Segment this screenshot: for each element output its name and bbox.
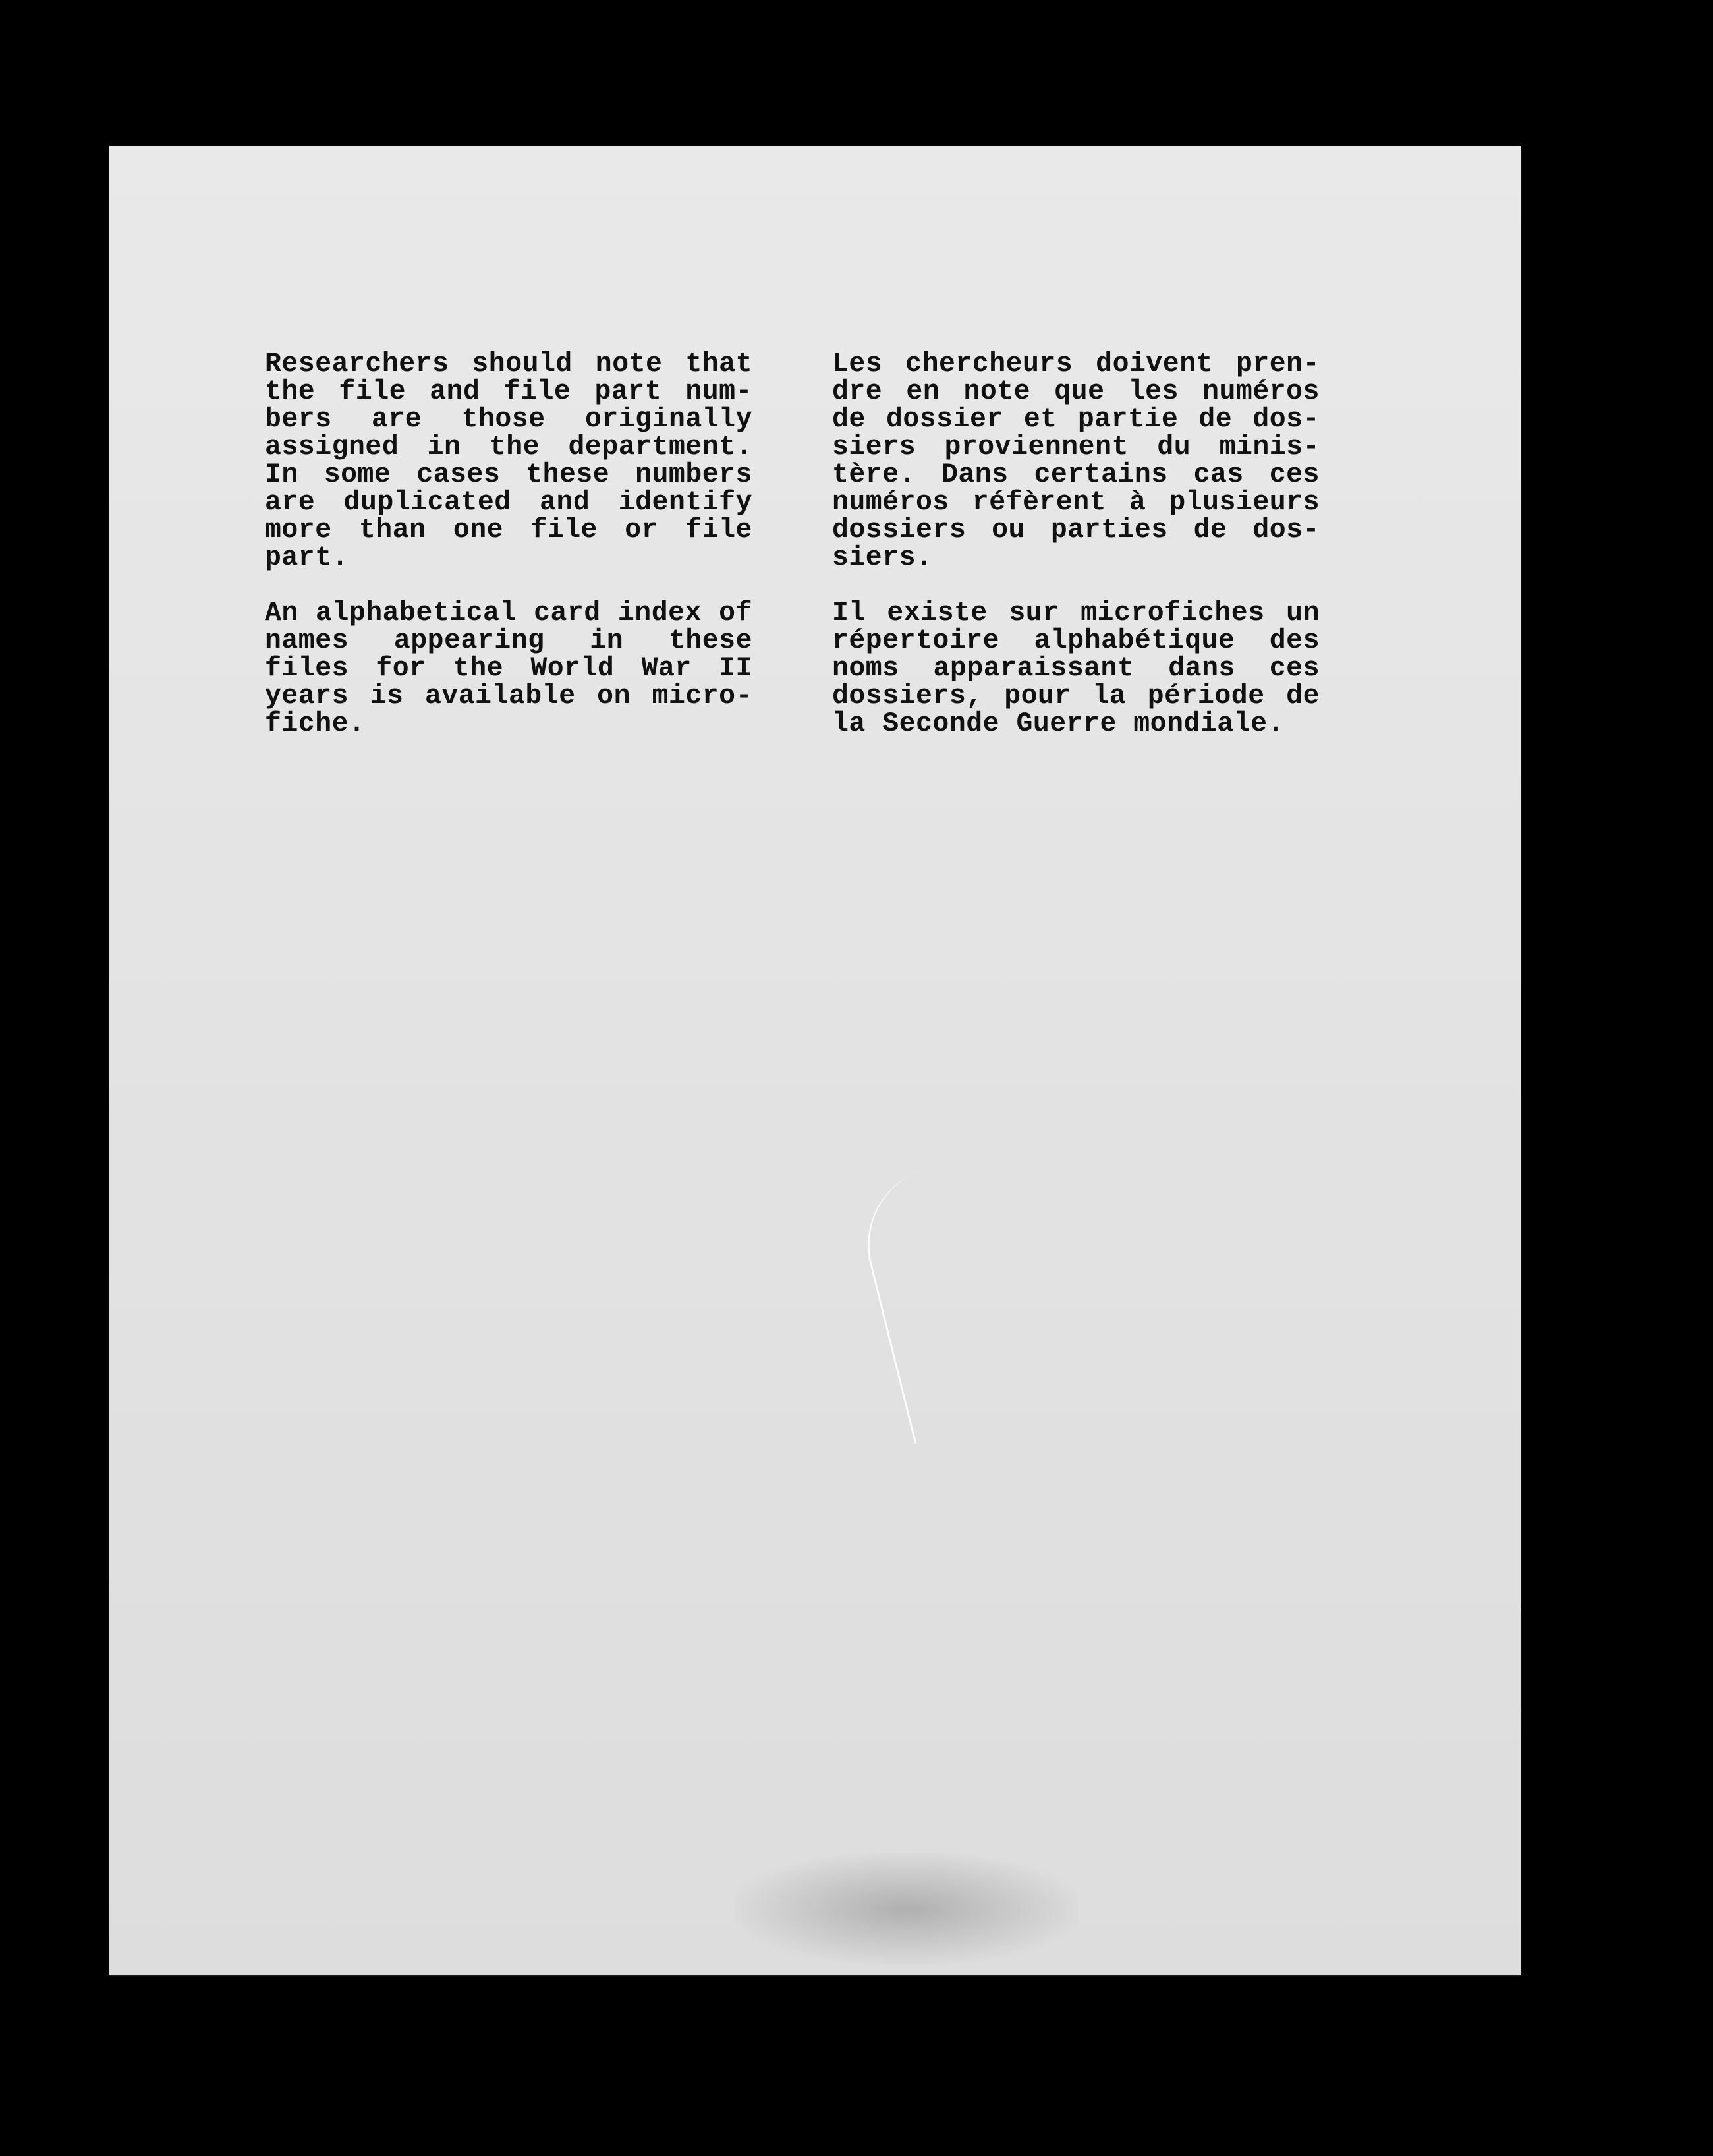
text-line: In some cases these numbers bbox=[265, 459, 752, 490]
scanned-page bbox=[109, 146, 1521, 1975]
text-line: tère. Dans certains cas ces bbox=[832, 459, 1320, 490]
text-line: bers are those originally bbox=[265, 404, 752, 435]
paragraph-gap bbox=[265, 572, 752, 600]
text-line: numéros réfèrent à plusieurs bbox=[832, 487, 1320, 518]
scan-scratch bbox=[851, 1168, 993, 1444]
text-line: noms apparaissant dans ces bbox=[832, 653, 1320, 684]
text-line: names appearing in these bbox=[265, 625, 752, 656]
text-line: siers proviennent du minis- bbox=[832, 432, 1320, 463]
scan-smudge bbox=[735, 1853, 1078, 1965]
text-line: Il existe sur microfiches un bbox=[832, 598, 1320, 629]
text-line: are duplicated and identify bbox=[265, 487, 752, 518]
text-line: part. bbox=[265, 542, 349, 573]
text-line: répertoire alphabétique des bbox=[832, 625, 1320, 656]
text-line: Les chercheurs doivent pren- bbox=[832, 349, 1320, 380]
text-line: years is available on micro- bbox=[265, 681, 752, 712]
text-line: the file and file part num- bbox=[265, 376, 752, 407]
french-paragraph-2 bbox=[832, 600, 1320, 738]
paragraph-gap bbox=[832, 572, 1320, 600]
text-line: assigned in the department. bbox=[265, 432, 752, 463]
text-line: more than one file or file bbox=[265, 515, 752, 546]
english-paragraph-1 bbox=[265, 351, 752, 572]
text-line: fiche. bbox=[265, 708, 366, 739]
text-line: de dossier et partie de dos- bbox=[832, 404, 1320, 435]
text-line: la Seconde Guerre mondiale. bbox=[832, 708, 1284, 739]
text-line: files for the World War II bbox=[265, 653, 752, 684]
text-line: siers. bbox=[832, 542, 933, 573]
english-column bbox=[265, 351, 752, 738]
french-column bbox=[832, 351, 1320, 738]
text-line: dossiers ou parties de dos- bbox=[832, 515, 1320, 546]
text-line: dre en note que les numéros bbox=[832, 376, 1320, 407]
text-line: Researchers should note that bbox=[265, 349, 752, 380]
text-line: An alphabetical card index of bbox=[265, 598, 752, 629]
french-paragraph-1 bbox=[832, 351, 1320, 572]
text-line: dossiers, pour la période de bbox=[832, 681, 1320, 712]
english-paragraph-2 bbox=[265, 600, 752, 738]
